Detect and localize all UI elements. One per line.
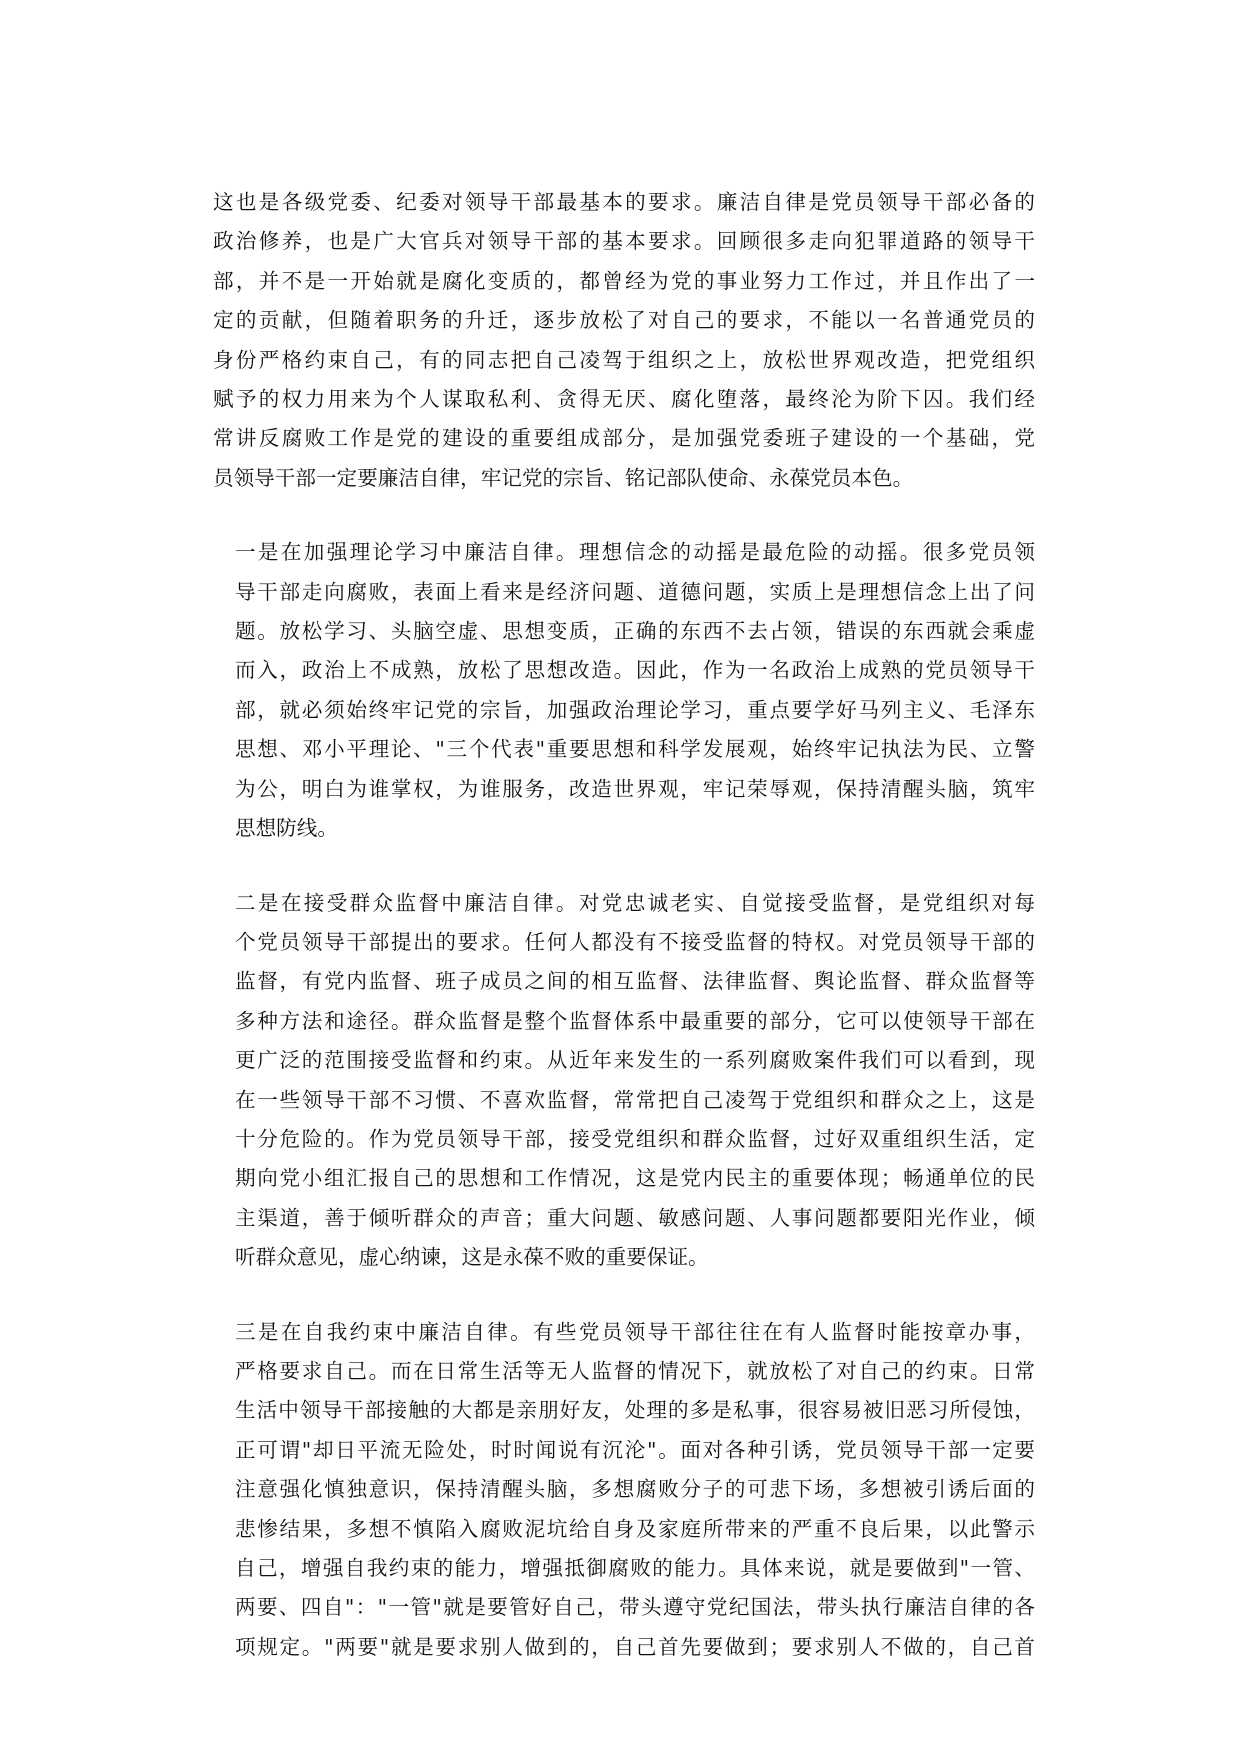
text-line: 思想、邓小平理论、"三个代表"重要思想和科学发展观，始终牢记执法为民、立警 bbox=[235, 737, 1035, 762]
text-line: 身份严格约束自己，有的同志把自己凌驾于组织之上，放松世界观改造，把党组织 bbox=[213, 347, 1035, 372]
text-line: 一是在加强理论学习中廉洁自律。理想信念的动摇是最危险的动摇。很多党员领 bbox=[235, 540, 1035, 565]
text-line: 三是在自我约束中廉洁自律。有些党员领导干部往往在有人监督时能按章办事， bbox=[235, 1319, 1035, 1344]
paragraph-theory-study bbox=[213, 533, 1035, 848]
paragraph-intro bbox=[213, 183, 1035, 498]
text-line: 二是在接受群众监督中廉洁自律。对党忠诚老实、自觉接受监督，是党组织对每 bbox=[235, 890, 1035, 915]
text-line: 部，就必须始终牢记党的宗旨，加强政治理论学习，重点要学好马列主义、毛泽东 bbox=[235, 697, 1035, 722]
text-line: 严格要求自己。而在日常生活等无人监督的情况下，就放松了对自己的约束。日常 bbox=[235, 1358, 1035, 1383]
text-line: 悲惨结果，多想不慎陷入腐败泥坑给自身及家庭所带来的严重不良后果，以此警示 bbox=[235, 1516, 1035, 1541]
text-line: 定的贡献，但随着职务的升迁，逐步放松了对自己的要求，不能以一名普通党员的 bbox=[213, 308, 1035, 333]
text-line: 两要、四自"："一管"就是要管好自己，带头遵守党纪国法，带头执行廉洁自律的各 bbox=[235, 1595, 1035, 1620]
document-body bbox=[213, 183, 1035, 1702]
text-line: 期向党小组汇报自己的思想和工作情况，这是党内民主的重要体现；畅通单位的民 bbox=[235, 1166, 1035, 1191]
text-line: 在一些领导干部不习惯、不喜欢监督，常常把自己凌驾于党组织和群众之上，这是 bbox=[235, 1087, 1035, 1112]
text-line: 主渠道，善于倾听群众的声音；重大问题、敏感问题、人事问题都要阳光作业，倾 bbox=[235, 1205, 1035, 1230]
text-line: 十分危险的。作为党员领导干部，接受党组织和群众监督，过好双重组织生活，定 bbox=[235, 1126, 1035, 1151]
text-line: 员领导干部一定要廉洁自律，牢记党的宗旨、铭记部队使命、永葆党员本色。 bbox=[213, 465, 914, 490]
text-line: 导干部走向腐败，表面上看来是经济问题、道德问题，实质上是理想信念上出了问 bbox=[235, 579, 1035, 604]
text-line: 更广泛的范围接受监督和约束。从近年来发生的一系列腐败案件我们可以看到，现 bbox=[235, 1048, 1035, 1073]
text-line: 多种方法和途径。群众监督是整个监督体系中最重要的部分，它可以使领导干部在 bbox=[235, 1008, 1035, 1033]
text-line: 项规定。"两要"就是要求别人做到的，自己首先要做到；要求别人不做的，自己首 bbox=[235, 1634, 1035, 1659]
text-line: 而入，政治上不成熟，放松了思想改造。因此，作为一名政治上成熟的党员领导干 bbox=[235, 658, 1035, 683]
paragraph-self-discipline bbox=[213, 1313, 1035, 1668]
text-line: 赋予的权力用来为个人谋取私利、贪得无厌、腐化堕落，最终沦为阶下囚。我们经 bbox=[213, 387, 1035, 412]
text-line: 政治修养，也是广大官兵对领导干部的基本要求。回顾很多走向犯罪道路的领导干 bbox=[213, 229, 1035, 254]
text-line: 为公，明白为谁掌权，为谁服务，改造世界观，牢记荣辱观，保持清醒头脑，筑牢 bbox=[235, 776, 1035, 801]
text-line: 常讲反腐败工作是党的建设的重要组成部分，是加强党委班子建设的一个基础，党 bbox=[213, 426, 1035, 451]
text-line: 注意强化慎独意识，保持清醒头脑，多想腐败分子的可悲下场，多想被引诱后面的 bbox=[235, 1477, 1035, 1502]
text-line: 监督，有党内监督、班子成员之间的相互监督、法律监督、舆论监督、群众监督等 bbox=[235, 969, 1035, 994]
text-line: 部，并不是一开始就是腐化变质的，都曾经为党的事业努力工作过，并且作出了一 bbox=[213, 268, 1035, 293]
text-line: 听群众意见，虚心纳谏，这是永葆不败的重要保证。 bbox=[235, 1245, 709, 1270]
text-line: 题。放松学习、头脑空虚、思想变质，正确的东西不去占领，错误的东西就会乘虚 bbox=[235, 619, 1035, 644]
text-line: 这也是各级党委、纪委对领导干部最基本的要求。廉洁自律是党员领导干部必备的 bbox=[213, 190, 1035, 214]
text-line: 思想防线。 bbox=[235, 816, 338, 841]
text-line: 生活中领导干部接触的大都是亲朋好友，处理的多是私事，很容易被旧恶习所侵蚀， bbox=[235, 1398, 1035, 1423]
text-line: 正可谓"却日平流无险处，时时闻说有沉沦"。面对各种引诱，党员领导干部一定要 bbox=[235, 1437, 1035, 1462]
text-line: 个党员领导干部提出的要求。任何人都没有不接受监督的特权。对党员领导干部的 bbox=[235, 929, 1035, 954]
paragraph-public-supervision bbox=[213, 884, 1035, 1278]
text-line: 自己，增强自我约束的能力，增强抵御腐败的能力。具体来说，就是要做到"一管、 bbox=[235, 1556, 1035, 1580]
